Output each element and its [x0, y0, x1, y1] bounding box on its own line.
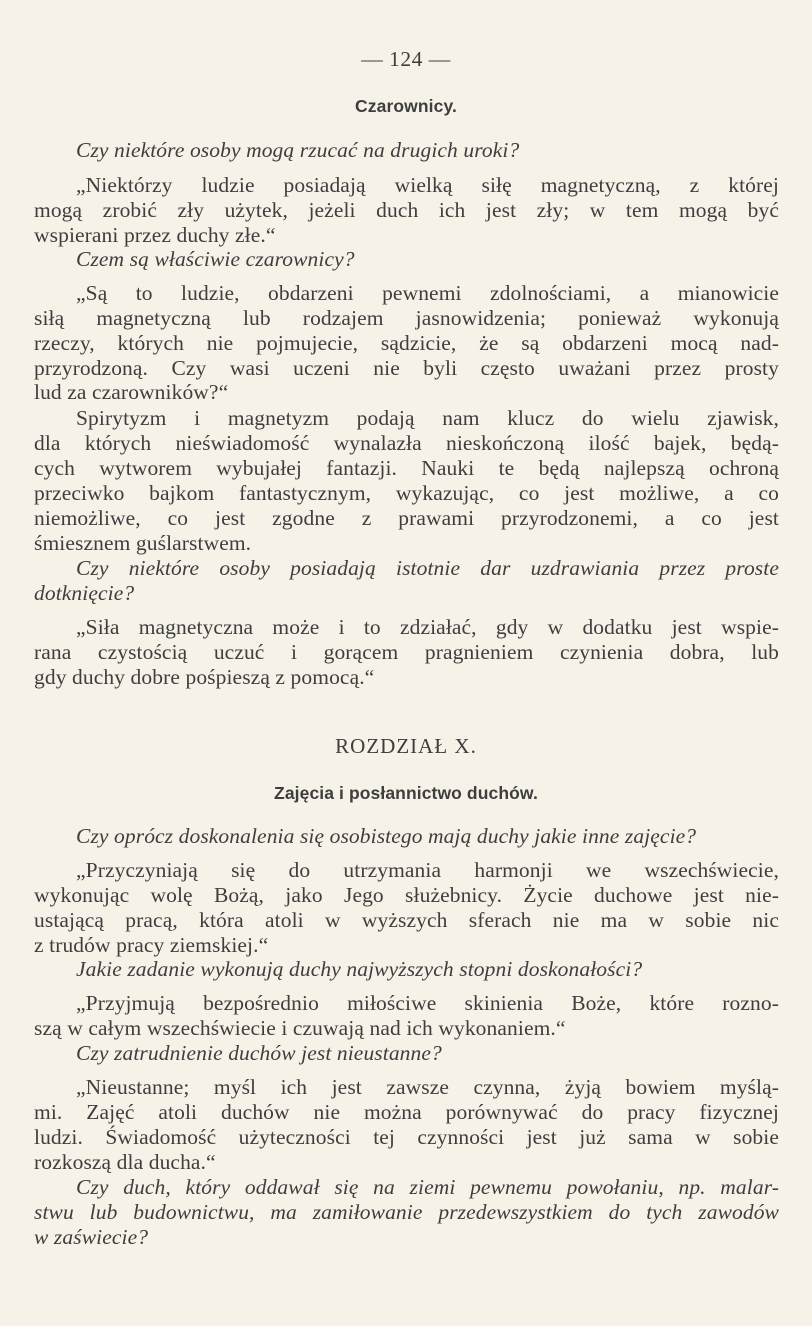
section-title: Czarownicy. — [355, 96, 457, 116]
body-line: Spirytyzm i magnetyzm podają nam klucz do wielu zjawisk, — [76, 406, 779, 430]
body-line: śmiesznem guślarstwem. — [34, 531, 252, 555]
chapter-title: ROZDZIAŁ X. — [335, 734, 477, 758]
answer-line: „Niektórzy ludzie posiadają wielką siłę magnetyczną, z której — [76, 173, 779, 197]
answer-line: wspierani przez duchy złe.“ — [34, 223, 276, 247]
question-line: Czem są właściwie czarownicy? — [76, 247, 355, 271]
question-line: dotknięcie? — [34, 581, 135, 605]
question-line: w zaświecie? — [34, 1225, 149, 1249]
answer-line: rzeczy, których nie pojmujecie, sądzicie, że są obdarzeni mocą nad- — [34, 331, 779, 355]
answer-line: „Przyczyniają się do utrzymania harmonji we wszechświecie, — [76, 858, 779, 882]
body-line: przeciwko bajkom fantastycznym, wykazując, co jest możliwe, a co — [34, 481, 779, 505]
answer-line: wykonując wolę Bożą, jako Jego służebnicy. Życie duchowe jest nie- — [34, 883, 779, 907]
question-line: Czy niektóre osoby mogą rzucać na drugich uroki? — [76, 138, 520, 162]
answer-line: przyrodzoną. Czy wasi uczeni nie byli często uważani przez prosty — [34, 356, 779, 380]
answer-line: mi. Zajęć atoli duchów nie można porównywać do pracy fizycznej — [34, 1100, 779, 1124]
answer-line: „Siła magnetyczna może i to zdziałać, gdy w dodatku jest wspie- — [76, 615, 779, 639]
answer-line: gdy duchy dobre pośpieszą z pomocą.“ — [34, 665, 375, 689]
question-line: Czy zatrudnienie duchów jest nieustanne? — [76, 1041, 442, 1065]
body-line: cych wytworem wybujałej fantazji. Nauki te będą najlepszą ochroną — [34, 456, 779, 480]
question-line: Czy duch, który oddawał się na ziemi pewnemu powołaniu, np. malar- — [76, 1175, 779, 1199]
answer-line: „Przyjmują bezpośrednio miłościwe skinienia Boże, które rozno- — [76, 991, 779, 1015]
answer-line: „Są to ludzie, obdarzeni pewnemi zdolnościami, a mianowicie — [76, 281, 779, 305]
question-line: Jakie zadanie wykonują duchy najwyższych stopni doskonałości? — [76, 957, 643, 981]
answer-line: szą w całym wszechświecie i czuwają nad ich wykonaniem.“ — [34, 1016, 566, 1040]
body-line: niemożliwe, co jest zgodne z prawami przyrodzonemi, a co jest — [34, 506, 779, 530]
answer-line: rozkoszą dla ducha.“ — [34, 1150, 216, 1174]
question-line: Czy niektóre osoby posiadają istotnie dar uzdrawiania przez proste — [76, 556, 779, 580]
answer-line: z trudów pracy ziemskiej.“ — [34, 933, 269, 957]
answer-line: „Nieustanne; myśl ich jest zawsze czynna, żyją bowiem myślą- — [76, 1075, 779, 1099]
answer-line: siłą magnetyczną lub rodzajem jasnowidzenia; ponieważ wykonują — [34, 306, 779, 330]
answer-line: mogą zrobić zły użytek, jeżeli duch ich jest zły; w tem mogą być — [34, 198, 779, 222]
answer-line: rana czystością uczuć i gorącem pragnieniem czynienia dobra, lub — [34, 640, 779, 664]
answer-line: ustającą pracą, która atoli w wyższych sferach nie ma w sobie nic — [34, 908, 779, 932]
question-line: Czy oprócz doskonalenia się osobistego mają duchy jakie inne zajęcie? — [76, 824, 697, 848]
chapter-subtitle: Zajęcia i posłannictwo duchów. — [274, 783, 538, 803]
answer-line: lud za czarowników?“ — [34, 380, 229, 404]
question-line: stwu lub budownictwu, ma zamiłowanie przedewszystkiem do tych zawodów — [34, 1200, 779, 1224]
page-number: — 124 — — [361, 47, 451, 71]
answer-line: ludzi. Świadomość użyteczności tej czynności jest już sama w sobie — [34, 1125, 779, 1149]
body-line: dla których nieświadomość wynalazła nieskończoną ilość bajek, będą- — [34, 431, 779, 455]
